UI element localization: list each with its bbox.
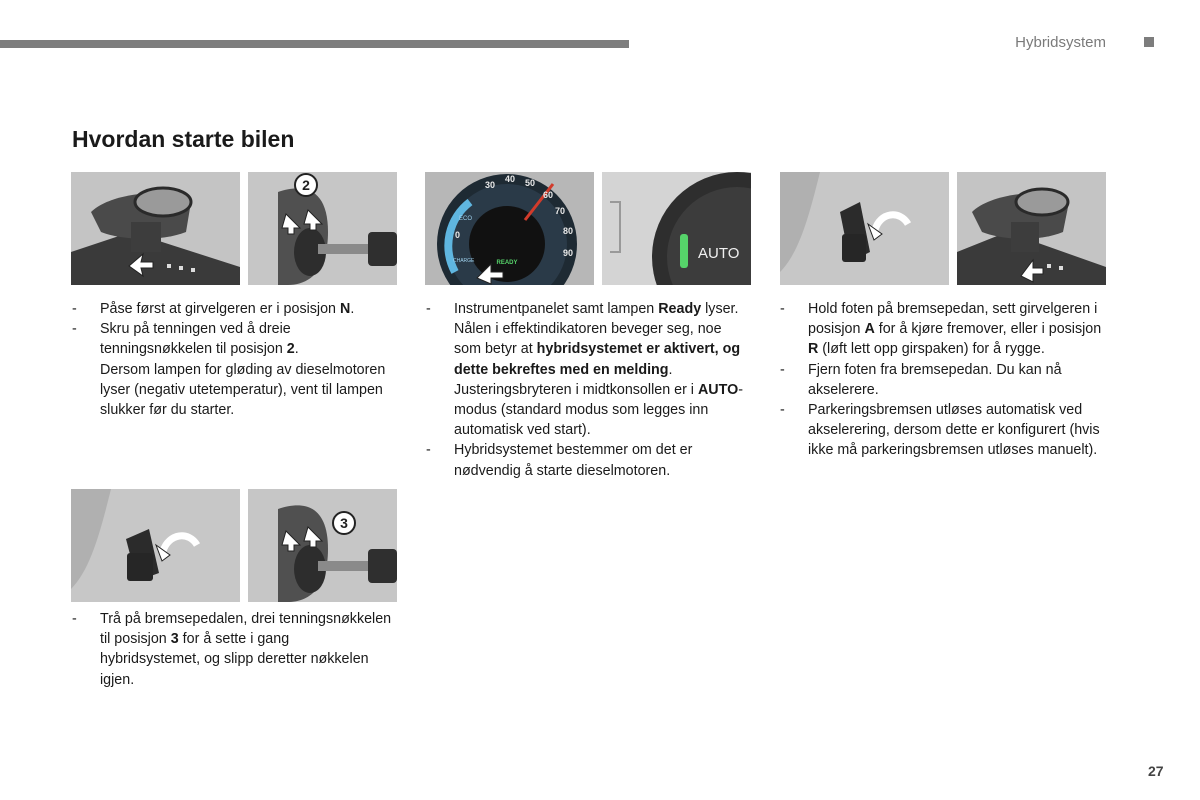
gauge-tick-0: 0 <box>455 230 461 240</box>
header-bar <box>0 40 629 48</box>
text-run: Trå på bremsepedalen, drei tenningsnøkkelen til posisjon <box>100 611 392 648</box>
text-run: Instrumentpanelet samt lampen <box>454 301 659 317</box>
brake-pedal-image <box>780 172 949 285</box>
instructions-col1-top <box>72 299 392 420</box>
text-run: Hybridsystemet bestemmer om det er nødvendig å starte dieselmotoren. <box>454 442 693 479</box>
text-run: Hold foten på bremsepedan, sett girvelgeren i posisjon <box>808 301 1098 338</box>
gear-selector-illustration-2 <box>957 172 1106 285</box>
text-run: Påse først at girvelgeren er i posisjon <box>100 301 340 317</box>
gauge-eco-label: ECO <box>459 216 473 222</box>
gauge-tick-70: 70 <box>555 206 566 216</box>
instructions-col2 <box>426 299 750 481</box>
list-item <box>426 299 750 440</box>
ignition-key-illustration-2 <box>248 489 397 602</box>
list-item <box>780 360 1106 400</box>
auto-mode-label: AUTO <box>698 245 740 262</box>
text-run: Fjern foten fra bremsepedan. Du kan nå akselerere. <box>808 361 1062 398</box>
page-title: Hvordan starte bilen <box>72 126 295 152</box>
gauge-tick-40: 40 <box>505 174 516 184</box>
section-marker <box>1144 37 1154 47</box>
bold-text: 2 <box>286 341 295 358</box>
ignition-key-image <box>248 172 397 285</box>
instrument-gauge-image <box>425 172 594 285</box>
text-run: -modus (standard modus som legges inn automatisk ved start). <box>454 381 743 439</box>
bold-text: R <box>808 341 819 358</box>
bold-text: Ready <box>658 301 702 317</box>
list-item <box>72 609 392 690</box>
list-item <box>780 400 1106 461</box>
text-run: for å kjøre fremover, eller i posisjon <box>874 321 1102 338</box>
ignition-key-illustration <box>248 172 397 285</box>
gauge-tick-50: 50 <box>525 178 536 188</box>
gauge-charge-label: CHARGE <box>453 258 475 264</box>
bold-text: AUTO <box>697 381 739 398</box>
power-gauge-illustration <box>425 172 594 285</box>
text-run: Skru på tenningen ved å dreie tenningsnøkkelen til posisjon <box>100 321 291 358</box>
key-position-3-label: 3 <box>340 515 348 531</box>
bold-text: hybridsystemet er aktivert, og dette bekreftes med en melding <box>454 341 741 378</box>
gauge-tick-80: 80 <box>563 226 574 236</box>
gear-selector-image <box>71 172 240 285</box>
text-run: Parkeringsbremsen utløses automatisk ved akselerering, dersom dette er konfigurert (hvis ikke må parkeringsbremsen utløses manuelt). <box>808 402 1100 459</box>
mode-switch-illustration <box>602 172 751 285</box>
list-item <box>72 299 392 319</box>
gauge-tick-30: 30 <box>485 180 496 190</box>
list-item <box>780 299 1106 360</box>
auto-switch-image <box>602 172 751 285</box>
brake-pedal-illustration <box>780 172 949 285</box>
gear-selector-illustration <box>71 172 240 285</box>
ready-lamp: READY <box>496 260 518 266</box>
key-position-2-label: 2 <box>302 177 310 193</box>
text-run: (løft lett opp girspaken) for å rygge. <box>818 341 1045 358</box>
text-run: . <box>350 301 355 317</box>
brake-pedal-illustration-2 <box>71 489 240 602</box>
instructions-col1-bottom <box>72 609 392 690</box>
gauge-tick-60: 60 <box>543 190 554 200</box>
brake-pedal-image-2 <box>71 489 240 602</box>
text-run: Dersom lampen for gløding av dieselmotoren lyser (negativ utetemperatur), vent til lampen slukker før du starter. <box>100 361 386 419</box>
list-item <box>72 319 392 420</box>
bold-text: A <box>864 321 875 338</box>
section-title: Hybridsystem <box>1015 34 1106 51</box>
gear-selector-image-2 <box>957 172 1106 285</box>
text-run: . Justeringsbryteren i midtkonsollen er i <box>454 361 698 398</box>
instructions-col3 <box>780 299 1106 461</box>
list-item <box>426 440 750 480</box>
text-run: for å sette i gang hybridsystemet, og slipp deretter nøkkelen igjen. <box>100 631 369 688</box>
text-run: lyser. Nålen i effektindikatoren beveger seg, noe som betyr at <box>454 301 739 358</box>
bold-text: N <box>339 301 351 317</box>
text-run: . <box>294 341 299 358</box>
ignition-key-image-2 <box>248 489 397 602</box>
bold-text: 3 <box>170 631 179 648</box>
gauge-tick-90: 90 <box>563 248 574 258</box>
page-number: 27 <box>1148 763 1164 779</box>
